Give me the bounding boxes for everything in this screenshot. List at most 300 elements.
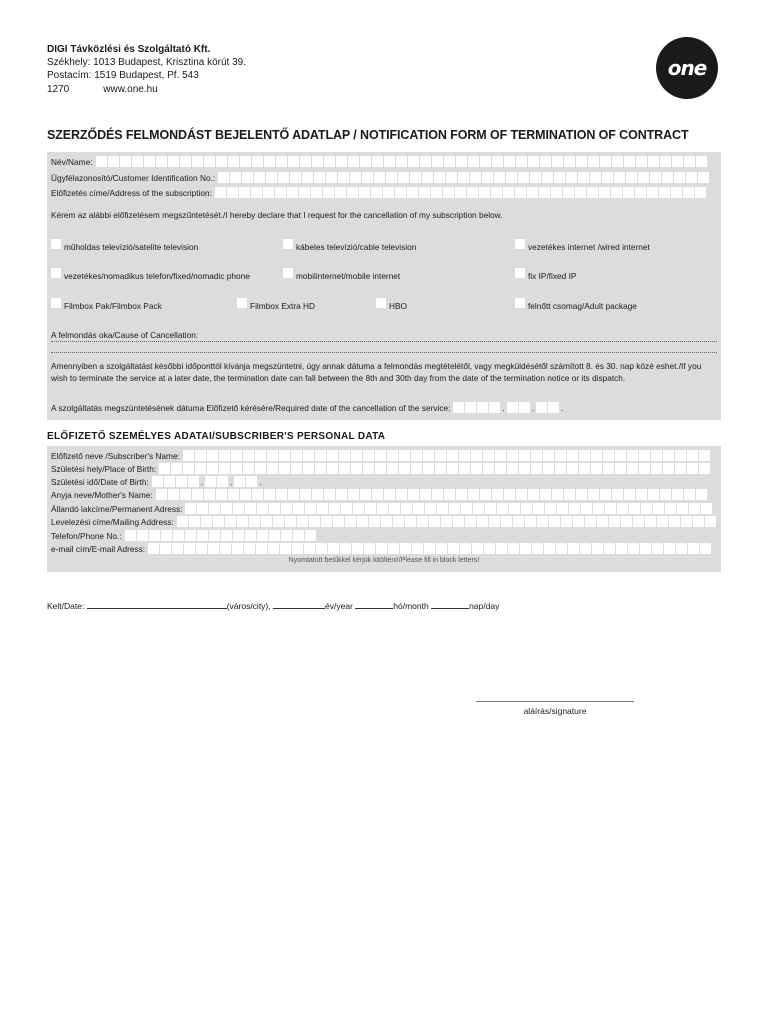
checkbox[interactable] [237, 298, 247, 308]
char-box[interactable] [269, 503, 280, 514]
char-box[interactable] [461, 503, 472, 514]
char-box[interactable] [365, 503, 376, 514]
char-box[interactable] [507, 463, 518, 474]
char-box[interactable] [420, 489, 431, 500]
char-box[interactable] [225, 516, 236, 527]
checkbox[interactable] [51, 298, 61, 308]
char-box[interactable] [705, 516, 716, 527]
char-box[interactable] [617, 503, 628, 514]
char-box[interactable] [564, 156, 575, 167]
char-box[interactable] [208, 543, 219, 554]
char-box[interactable] [528, 156, 539, 167]
year-input-line[interactable] [273, 600, 325, 609]
char-box[interactable] [266, 172, 277, 183]
char-box[interactable] [419, 187, 430, 198]
char-box[interactable] [585, 516, 596, 527]
char-box[interactable] [326, 172, 337, 183]
char-box[interactable] [539, 187, 550, 198]
char-box[interactable] [317, 503, 328, 514]
char-box[interactable] [407, 187, 418, 198]
char-box[interactable] [287, 187, 298, 198]
char-box[interactable] [387, 450, 398, 461]
char-box[interactable] [684, 156, 695, 167]
required-date-field[interactable]: A szolgáltatás megszüntetésének dátuma Előfizető kérésére/Required date of the cancellation of the service: . . . [51, 402, 564, 413]
char-box[interactable] [579, 463, 590, 474]
char-box[interactable] [543, 450, 554, 461]
mother-name-boxes[interactable] [156, 489, 717, 500]
char-box[interactable] [669, 516, 680, 527]
char-box[interactable] [327, 450, 338, 461]
service-wired-internet[interactable]: vezetékes internet /wired internet [515, 242, 650, 252]
char-box[interactable] [408, 489, 419, 500]
subscriber-name-boxes[interactable] [183, 450, 717, 461]
char-box[interactable] [420, 156, 431, 167]
char-box[interactable] [386, 172, 397, 183]
char-box[interactable] [508, 543, 519, 554]
char-box[interactable] [627, 450, 638, 461]
name-boxes[interactable] [96, 156, 718, 167]
char-box[interactable] [279, 450, 290, 461]
char-box[interactable] [563, 187, 574, 198]
char-box[interactable] [353, 503, 364, 514]
phone-field[interactable] [51, 529, 316, 542]
char-box[interactable] [480, 489, 491, 500]
service-satellite-tv[interactable]: műholdas televízió/satelite television [51, 242, 198, 252]
char-box[interactable] [444, 489, 455, 500]
permanent-address-boxes[interactable] [185, 503, 717, 514]
char-box[interactable] [425, 503, 436, 514]
char-box[interactable] [252, 156, 263, 167]
char-box[interactable] [387, 463, 398, 474]
char-box[interactable] [441, 516, 452, 527]
char-box[interactable] [395, 187, 406, 198]
mailing-address-field[interactable] [51, 515, 717, 528]
char-box[interactable] [288, 156, 299, 167]
char-box[interactable] [686, 172, 697, 183]
char-box[interactable] [363, 463, 374, 474]
char-box[interactable] [496, 543, 507, 554]
char-box[interactable] [480, 156, 491, 167]
char-box[interactable] [611, 187, 622, 198]
char-box[interactable] [552, 156, 563, 167]
char-box[interactable] [593, 503, 604, 514]
char-box[interactable] [172, 543, 183, 554]
char-box[interactable] [396, 156, 407, 167]
char-box[interactable] [312, 156, 323, 167]
char-box[interactable] [612, 156, 623, 167]
char-box[interactable] [652, 543, 663, 554]
char-box[interactable] [597, 516, 608, 527]
char-box[interactable] [676, 543, 687, 554]
char-box[interactable] [423, 463, 434, 474]
char-box[interactable] [327, 463, 338, 474]
char-box[interactable] [602, 172, 613, 183]
char-box[interactable] [432, 489, 443, 500]
char-box[interactable] [251, 187, 262, 198]
char-box[interactable] [219, 463, 230, 474]
char-box[interactable] [398, 172, 409, 183]
char-box[interactable] [688, 543, 699, 554]
char-box[interactable] [233, 503, 244, 514]
char-box[interactable] [228, 156, 239, 167]
char-box[interactable] [261, 516, 272, 527]
char-box[interactable] [479, 187, 490, 198]
char-box[interactable] [311, 187, 322, 198]
char-box[interactable] [240, 489, 251, 500]
char-box[interactable] [276, 156, 287, 167]
char-box[interactable] [231, 463, 242, 474]
char-box[interactable] [485, 503, 496, 514]
checkbox[interactable] [376, 298, 386, 308]
char-box[interactable] [197, 503, 208, 514]
char-box[interactable] [351, 463, 362, 474]
char-box[interactable] [659, 187, 670, 198]
char-box[interactable] [292, 543, 303, 554]
char-box[interactable] [687, 463, 698, 474]
char-box[interactable] [645, 516, 656, 527]
char-box[interactable] [651, 450, 662, 461]
char-box[interactable] [156, 489, 167, 500]
char-box[interactable] [470, 172, 481, 183]
char-box[interactable] [459, 463, 470, 474]
service-filmbox-extra-hd[interactable]: Filmbox Extra HD [237, 301, 315, 311]
char-box[interactable] [609, 516, 620, 527]
char-box[interactable] [340, 543, 351, 554]
char-box[interactable] [495, 463, 506, 474]
char-box[interactable] [273, 516, 284, 527]
day-input-line[interactable] [431, 600, 469, 609]
char-box[interactable] [293, 503, 304, 514]
char-box[interactable] [435, 463, 446, 474]
char-box[interactable] [348, 156, 359, 167]
char-box[interactable] [672, 489, 683, 500]
char-box[interactable] [483, 450, 494, 461]
char-box[interactable] [448, 543, 459, 554]
char-box[interactable] [627, 463, 638, 474]
char-box[interactable] [345, 516, 356, 527]
char-box[interactable] [267, 450, 278, 461]
char-box[interactable] [564, 489, 575, 500]
service-fixed-phone[interactable]: vezetékes/nomadikus telefon/fixed/nomadic phone [51, 271, 250, 281]
mailing-address-boxes[interactable] [177, 516, 717, 527]
char-box[interactable] [600, 489, 611, 500]
place-of-birth-boxes[interactable] [159, 463, 717, 474]
char-box[interactable] [303, 463, 314, 474]
char-box[interactable] [567, 450, 578, 461]
char-box[interactable] [245, 503, 256, 514]
char-box[interactable] [513, 516, 524, 527]
char-box[interactable] [357, 516, 368, 527]
char-box[interactable] [267, 463, 278, 474]
char-box[interactable] [447, 463, 458, 474]
char-box[interactable] [614, 172, 625, 183]
char-box[interactable] [213, 516, 224, 527]
char-box[interactable] [291, 463, 302, 474]
char-box[interactable] [315, 463, 326, 474]
char-box[interactable] [256, 543, 267, 554]
char-box[interactable] [675, 450, 686, 461]
char-box[interactable] [168, 489, 179, 500]
char-box[interactable] [302, 172, 313, 183]
char-box[interactable] [456, 489, 467, 500]
char-box[interactable] [483, 463, 494, 474]
char-box[interactable] [408, 156, 419, 167]
char-box[interactable] [492, 156, 503, 167]
char-box[interactable] [636, 489, 647, 500]
char-box[interactable] [435, 450, 446, 461]
char-box[interactable] [653, 503, 664, 514]
char-box[interactable] [268, 543, 279, 554]
char-box[interactable] [579, 450, 590, 461]
char-box[interactable] [216, 489, 227, 500]
char-box[interactable] [700, 543, 711, 554]
char-box[interactable] [473, 503, 484, 514]
char-box[interactable] [521, 503, 532, 514]
char-box[interactable] [492, 489, 503, 500]
char-box[interactable] [209, 503, 220, 514]
char-box[interactable] [603, 450, 614, 461]
char-box[interactable] [612, 489, 623, 500]
char-box[interactable] [339, 463, 350, 474]
char-box[interactable] [530, 172, 541, 183]
char-box[interactable] [232, 543, 243, 554]
char-box[interactable] [244, 543, 255, 554]
char-box[interactable] [264, 156, 275, 167]
checkbox[interactable] [51, 268, 61, 278]
char-box[interactable] [681, 516, 692, 527]
char-box[interactable] [639, 450, 650, 461]
char-box[interactable] [431, 187, 442, 198]
char-box[interactable] [196, 543, 207, 554]
char-box[interactable] [230, 172, 241, 183]
char-box[interactable] [588, 156, 599, 167]
char-box[interactable] [374, 172, 385, 183]
char-box[interactable] [545, 503, 556, 514]
checkbox[interactable] [515, 239, 525, 249]
char-box[interactable] [336, 489, 347, 500]
char-box[interactable] [629, 503, 640, 514]
signature-line[interactable] [476, 701, 634, 702]
char-box[interactable] [528, 489, 539, 500]
char-box[interactable] [674, 172, 685, 183]
char-box[interactable] [333, 516, 344, 527]
char-box[interactable] [183, 463, 194, 474]
char-box[interactable] [533, 503, 544, 514]
char-box[interactable] [437, 503, 448, 514]
char-box[interactable] [592, 543, 603, 554]
char-box[interactable] [243, 450, 254, 461]
char-box[interactable] [671, 187, 682, 198]
char-box[interactable] [177, 516, 188, 527]
char-box[interactable] [636, 156, 647, 167]
service-cable-tv[interactable]: kábeles televízió/cable television [283, 242, 416, 252]
place-of-birth-field[interactable] [51, 462, 717, 475]
char-box[interactable] [195, 450, 206, 461]
dob-month-boxes[interactable] [205, 476, 228, 487]
customer-id-boxes[interactable] [218, 172, 717, 183]
char-box[interactable] [519, 463, 530, 474]
char-box[interactable] [216, 156, 227, 167]
char-box[interactable] [635, 187, 646, 198]
checkbox[interactable] [515, 268, 525, 278]
char-box[interactable] [315, 450, 326, 461]
char-box[interactable] [695, 187, 706, 198]
char-box[interactable] [347, 187, 358, 198]
char-box[interactable] [388, 543, 399, 554]
char-box[interactable] [288, 489, 299, 500]
char-box[interactable] [305, 503, 316, 514]
char-box[interactable] [363, 450, 374, 461]
char-box[interactable] [180, 489, 191, 500]
char-box[interactable] [436, 543, 447, 554]
char-box[interactable] [96, 156, 107, 167]
char-box[interactable] [684, 489, 695, 500]
char-box[interactable] [578, 172, 589, 183]
char-box[interactable] [204, 156, 215, 167]
char-box[interactable] [264, 489, 275, 500]
char-box[interactable] [518, 172, 529, 183]
char-box[interactable] [297, 516, 308, 527]
char-box[interactable] [350, 172, 361, 183]
checkbox[interactable] [515, 298, 525, 308]
char-box[interactable] [432, 156, 443, 167]
customer-id-field[interactable] [51, 171, 717, 184]
char-box[interactable] [495, 450, 506, 461]
char-box[interactable] [389, 503, 400, 514]
char-box[interactable] [693, 516, 704, 527]
char-box[interactable] [696, 489, 707, 500]
char-box[interactable] [494, 172, 505, 183]
char-box[interactable] [687, 450, 698, 461]
email-boxes[interactable] [148, 543, 717, 554]
char-box[interactable] [468, 156, 479, 167]
char-box[interactable] [316, 543, 327, 554]
char-box[interactable] [640, 543, 651, 554]
date-of-birth-field[interactable]: Születési idő/Date of Birth: . . . [51, 476, 262, 487]
subscription-address-field[interactable] [51, 186, 717, 199]
char-box[interactable] [183, 450, 194, 461]
email-field[interactable] [51, 542, 717, 555]
char-box[interactable] [278, 172, 289, 183]
char-box[interactable] [257, 503, 268, 514]
char-box[interactable] [568, 543, 579, 554]
char-box[interactable] [423, 450, 434, 461]
char-box[interactable] [304, 543, 315, 554]
char-box[interactable] [484, 543, 495, 554]
char-box[interactable] [664, 543, 675, 554]
char-box[interactable] [567, 463, 578, 474]
char-box[interactable] [540, 156, 551, 167]
char-box[interactable] [477, 516, 488, 527]
char-box[interactable] [376, 543, 387, 554]
char-box[interactable] [375, 450, 386, 461]
char-box[interactable] [255, 450, 266, 461]
char-box[interactable] [255, 463, 266, 474]
char-box[interactable] [575, 187, 586, 198]
char-box[interactable] [180, 156, 191, 167]
char-box[interactable] [219, 450, 230, 461]
char-box[interactable] [587, 187, 598, 198]
char-box[interactable] [192, 489, 203, 500]
char-box[interactable] [456, 156, 467, 167]
char-box[interactable] [352, 543, 363, 554]
char-box[interactable] [662, 172, 673, 183]
char-box[interactable] [299, 187, 310, 198]
char-box[interactable] [471, 463, 482, 474]
char-box[interactable] [351, 450, 362, 461]
date-year-boxes[interactable] [453, 402, 500, 413]
char-box[interactable] [580, 543, 591, 554]
char-box[interactable] [413, 503, 424, 514]
char-box[interactable] [556, 543, 567, 554]
char-box[interactable] [312, 489, 323, 500]
char-box[interactable] [218, 172, 229, 183]
char-box[interactable] [189, 516, 200, 527]
char-box[interactable] [566, 172, 577, 183]
checkbox[interactable] [283, 239, 293, 249]
char-box[interactable] [615, 463, 626, 474]
char-box[interactable] [237, 516, 248, 527]
char-box[interactable] [300, 489, 311, 500]
char-box[interactable] [399, 450, 410, 461]
char-box[interactable] [603, 463, 614, 474]
char-box[interactable] [108, 156, 119, 167]
char-box[interactable] [338, 172, 349, 183]
date-month-boxes[interactable] [507, 402, 530, 413]
mother-name-field[interactable] [51, 488, 717, 501]
char-box[interactable] [148, 543, 159, 554]
char-box[interactable] [552, 489, 563, 500]
char-box[interactable] [675, 463, 686, 474]
char-box[interactable] [506, 172, 517, 183]
char-box[interactable] [482, 172, 493, 183]
char-box[interactable] [633, 516, 644, 527]
char-box[interactable] [449, 503, 460, 514]
website-link[interactable]: www.one.hu [103, 84, 158, 95]
char-box[interactable] [555, 463, 566, 474]
char-box[interactable] [447, 450, 458, 461]
char-box[interactable] [400, 543, 411, 554]
char-box[interactable] [503, 187, 514, 198]
char-box[interactable] [220, 543, 231, 554]
char-box[interactable] [639, 463, 650, 474]
char-box[interactable] [624, 489, 635, 500]
char-box[interactable] [599, 187, 610, 198]
char-box[interactable] [604, 543, 615, 554]
char-box[interactable] [429, 516, 440, 527]
subscriber-name-field[interactable] [51, 449, 717, 462]
char-box[interactable] [626, 172, 637, 183]
char-box[interactable] [660, 489, 671, 500]
char-box[interactable] [641, 503, 652, 514]
char-box[interactable] [204, 489, 215, 500]
char-box[interactable] [554, 172, 565, 183]
char-box[interactable] [516, 489, 527, 500]
char-box[interactable] [453, 516, 464, 527]
dob-year-boxes[interactable] [152, 476, 199, 487]
char-box[interactable] [207, 463, 218, 474]
char-box[interactable] [581, 503, 592, 514]
cause-field[interactable] [51, 329, 717, 342]
char-box[interactable] [221, 503, 232, 514]
char-box[interactable] [540, 489, 551, 500]
char-box[interactable] [623, 187, 634, 198]
char-box[interactable] [491, 187, 502, 198]
permanent-address-field[interactable] [51, 502, 717, 515]
char-box[interactable] [249, 516, 260, 527]
char-box[interactable] [300, 156, 311, 167]
char-box[interactable] [651, 463, 662, 474]
